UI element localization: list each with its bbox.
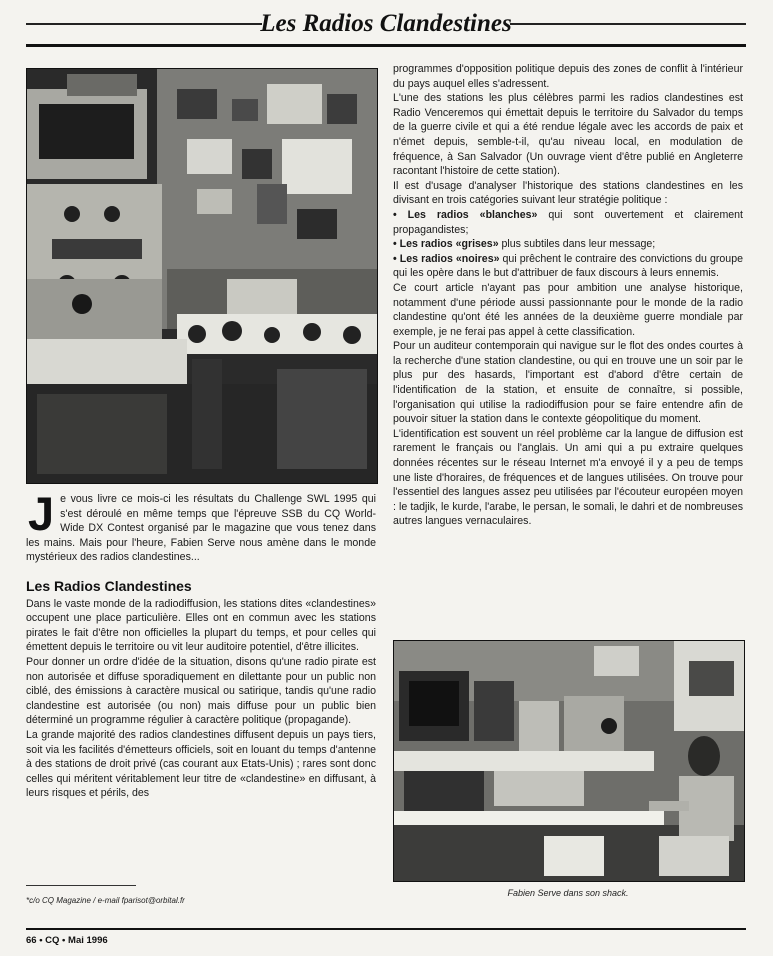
page-footer: 66 • CQ • Mai 1996 [26, 935, 108, 946]
list-label: • Les radios «grises» [393, 238, 499, 251]
shack-illustration [394, 641, 744, 881]
paragraph: Pour un auditeur contemporain qui navigue sur le flot des ondes courtes à la recherche d'une station clandestine, ou qui en trouve une un soir par le plus pur des hasards, l'important est d'abord d'être certain de l'identification de la station, et ensuite de connaître, si possible, l'organisation qui utilise la radiodiffusion pour se faire entendre afin de pouvoir situer la station dans le contexte géopolitique du moment. [393, 340, 743, 426]
list-item-blanches [393, 208, 743, 237]
footnote: *c/o CQ Magazine / e-mail fparisot@orbital.fr [26, 896, 185, 905]
column-left [26, 487, 376, 801]
section-heading: Les Radios Clandestines [26, 577, 192, 594]
list-text: qui sont ouvertement et clairement propagandistes; [393, 208, 744, 236]
paragraph: Dans le vaste monde de la radiodiffusion, les stations dites «clandestines» occupent une place particulière. Elles ont en commun avec les stations pirates le fait d'être non officielles la plupart du temps, et pour celles qui émettent depuis le territoire ou vit leur auditoire potentiel, d'être illicites. [26, 597, 376, 654]
photo-caption: Fabien Serve dans son shack. [507, 888, 629, 898]
footer-rule [26, 928, 746, 930]
list-label: • Les radios «blanches» [393, 208, 538, 221]
column-right [393, 62, 743, 529]
shack-photo [393, 640, 745, 882]
list-item-noires [393, 252, 743, 281]
list-text: plus subtiles dans leur message; [498, 238, 656, 251]
paragraph: Pour donner un ordre d'idée de la situation, disons qu'une radio pirate est non autorisée et diffuse sporadiquement en dilettante pour un public non ciblé, des émissions à caractère musical ou satirique, tandis qu'une radio clandestine est autorisée (ou non) mais diffuse pour un public bien déterminé un programme régulier à caractère politique (propagande). [26, 655, 376, 727]
radio-station-illustration [27, 69, 377, 483]
page-header [26, 8, 746, 47]
intro-paragraph [26, 487, 376, 565]
intro-text: e vous livre ce mois-ci les résultats du Challenge SWL 1995 qui s'est déroulé en même temps que l'épreuve SSB du CQ World-Wide DX Contest organisé par le magazine que vous tenez dans les mains. Mais pour l'heure, Fabien Serve nous amène dans le monde mystérieux des radios clandestines... [26, 493, 376, 564]
paragraph: Ce court article n'ayant pas pour ambition une analyse historique, notamment d'une période aussi passionnante pour le monde de la radio clandestine qu'ont été les années de la deuxième guerre mondiale par exemple, je ne ferai pas appel à cette classification. [393, 281, 743, 338]
header-rule-right [510, 23, 746, 25]
paragraph: La grande majorité des radios clandestines diffusent depuis un pays tiers, soit via les facilités d'émetteurs officiels, soit en louant du temps d'antenne à des stations de droit privé (cas courant aux Etats-Unis) ; rares sont donc celles qui méritent véritablement leur titre de «clandestine» en diffusant, à leurs risques et périls, des [26, 728, 376, 800]
list-label: • Les radios «noires» [393, 252, 500, 265]
drop-cap: J [28, 487, 55, 540]
paragraph: L'identification est souvent un réel problème car la langue de diffusion est rarement le français ou l'anglais. Un ami qui a pu extraire quelques données récentes sur le réseau Internet m'a envoyé il y a peu de temps une liste d'horaires, de fréquences et de langues utilisées. On trouve pour l'essentiel des langues assez peu utilisées par l'écouteur européen moyen : le tadjik, le kurde, l'arabe, le persan, le somali, le dahri et de nombreuses autres langues vernaculaires. [393, 427, 743, 528]
radio-station-photo [26, 68, 378, 484]
paragraph: programmes d'opposition politique depuis des zones de conflit à l'intérieur du pays auquel elles s'adressent. [393, 63, 743, 90]
article-title: Les Radios Clandestines [260, 10, 512, 37]
paragraph: Il est d'usage d'analyser l'historique des stations clandestines en les divisant en trois catégories suivant leur stratégie politique : [393, 179, 743, 207]
list-text: qui prêchent le contraire des convictions du groupe qui les opère dans le but d'attribuer de faux discours à leurs ennemis. [393, 252, 743, 280]
footnote-rule [26, 885, 136, 886]
list-item-grises [393, 237, 743, 252]
paragraph: L'une des stations les plus célèbres parmi les radios clandestines est Radio Venceremos qui émettait depuis le territoire du Salvador du temps de la guerre civile et qui a été rendue légale avec les accords de paix et n'émet depuis, semble-t-il, qu'au niveau local, en modulation de fréquence, à San Salvador (Un ouvrage vient d'être publié en Angleterre racontant l'histoire de cette station). [393, 92, 743, 178]
